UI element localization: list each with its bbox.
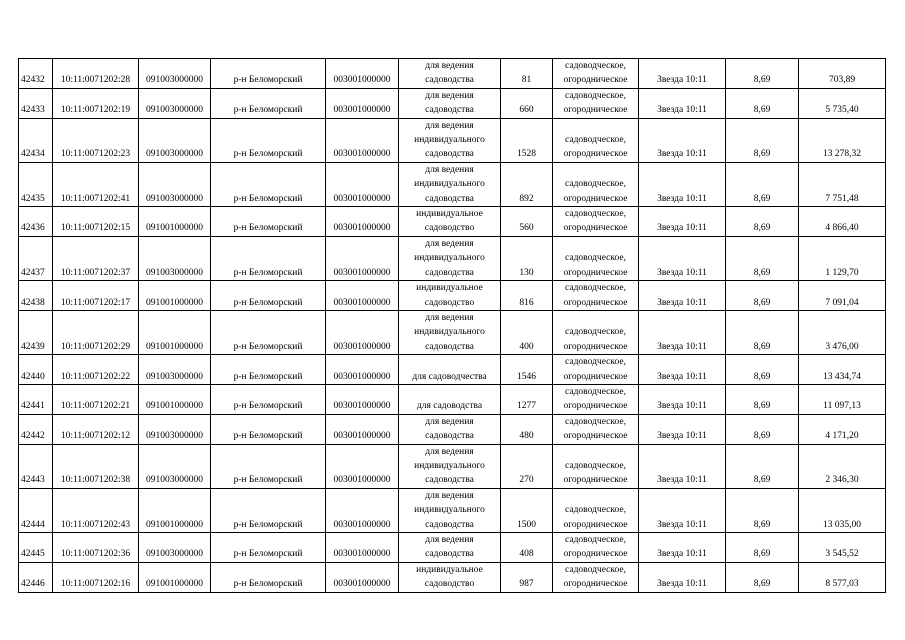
cadastral-value-cell: 703,89 (799, 59, 886, 89)
okato-cell: 003001000000 (326, 562, 399, 592)
permitted-use-line: садоводства (425, 267, 474, 278)
cadastral-number-cell: 10:11:0071202:21 (53, 384, 139, 414)
code-cell: 091001000000 (139, 384, 211, 414)
land-type-cell (553, 384, 639, 414)
permitted-use-line: индивидуального (414, 460, 485, 471)
zone-cell: Звезда 10:11 (639, 310, 726, 354)
area-cell: 130 (501, 236, 553, 280)
land-type-line: огородническое (563, 519, 628, 530)
area-cell: 270 (501, 444, 553, 488)
zone-cell: Звезда 10:11 (639, 59, 726, 89)
land-type-line: садоводческое, (565, 460, 626, 471)
land-type-cell (553, 281, 639, 311)
cadastral-number-cell: 10:11:0071202:38 (53, 444, 139, 488)
area-cell: 1546 (501, 355, 553, 385)
land-type-line: огородническое (563, 431, 628, 442)
cadastral-value-cell: 4 171,20 (799, 414, 886, 444)
row-number-cell: 42443 (19, 444, 53, 488)
okato-cell: 003001000000 (326, 444, 399, 488)
permitted-use-line: для ведения (425, 446, 474, 457)
district-cell: р-н Беломорский (211, 88, 326, 118)
land-type-cell (553, 59, 639, 89)
okato-cell: 003001000000 (326, 310, 399, 354)
cadastral-number-cell: 10:11:0071202:43 (53, 488, 139, 532)
area-cell: 480 (501, 414, 553, 444)
cadastral-number-cell: 10:11:0071202:17 (53, 281, 139, 311)
okato-cell: 003001000000 (326, 207, 399, 237)
okato-cell: 003001000000 (326, 384, 399, 414)
permitted-use-line: индивидуальное (416, 209, 483, 220)
code-cell: 091001000000 (139, 310, 211, 354)
land-type-line: садоводческое, (565, 179, 626, 190)
land-type-cell (553, 236, 639, 280)
code-cell: 091003000000 (139, 59, 211, 89)
okato-cell: 003001000000 (326, 59, 399, 89)
district-cell: р-н Беломорский (211, 118, 326, 162)
district-cell: р-н Беломорский (211, 488, 326, 532)
permitted-use-line: для ведения (425, 90, 474, 101)
permitted-use-line: садоводство (424, 579, 475, 590)
permitted-use-cell (399, 88, 501, 118)
okato-cell: 003001000000 (326, 488, 399, 532)
permitted-use-line: садоводства (425, 341, 474, 352)
table-row (19, 281, 886, 311)
land-type-line: садоводческое, (565, 357, 626, 368)
area-cell: 81 (501, 59, 553, 89)
table-row (19, 488, 886, 532)
code-cell: 091003000000 (139, 414, 211, 444)
permitted-use-cell (399, 384, 501, 414)
district-cell: р-н Беломорский (211, 59, 326, 89)
land-type-line: садоводческое, (565, 209, 626, 220)
permitted-use-line: индивидуальное (416, 283, 483, 294)
row-number-cell: 42434 (19, 118, 53, 162)
land-type-line: садоводческое, (565, 505, 626, 516)
land-type-line: садоводческое, (565, 535, 626, 545)
district-cell: р-н Беломорский (211, 310, 326, 354)
permitted-use-line: садоводства (425, 475, 474, 486)
cadastral-number-cell: 10:11:0071202:41 (53, 162, 139, 206)
area-cell: 400 (501, 310, 553, 354)
district-cell: р-н Беломорский (211, 207, 326, 237)
permitted-use-line: садоводство (424, 223, 475, 234)
cadastral-number-cell: 10:11:0071202:15 (53, 207, 139, 237)
permitted-use-cell (399, 236, 501, 280)
permitted-use-line: индивидуальное (416, 564, 483, 575)
zone-cell: Звезда 10:11 (639, 414, 726, 444)
zone-cell: Звезда 10:11 (639, 384, 726, 414)
cadastral-value-cell: 2 346,30 (799, 444, 886, 488)
okato-cell: 003001000000 (326, 281, 399, 311)
cadastral-number-cell: 10:11:0071202:16 (53, 562, 139, 592)
row-number-cell: 42438 (19, 281, 53, 311)
district-cell: р-н Беломорский (211, 414, 326, 444)
permitted-use-line: для ведения (425, 535, 474, 545)
permitted-use-line: садоводства (425, 549, 474, 560)
okato-cell: 003001000000 (326, 118, 399, 162)
rate-cell: 8,69 (726, 310, 799, 354)
permitted-use-line: садоводства (425, 431, 474, 442)
land-type-line: садоводческое, (565, 283, 626, 294)
land-type-line: огородническое (563, 193, 628, 204)
land-type-line: огородническое (563, 297, 628, 308)
zone-cell: Звезда 10:11 (639, 281, 726, 311)
area-cell: 987 (501, 562, 553, 592)
row-number-cell: 42432 (19, 59, 53, 89)
land-type-line: садоводческое, (565, 416, 626, 427)
okato-cell: 003001000000 (326, 88, 399, 118)
cadastral-value-cell: 13 434,74 (799, 355, 886, 385)
zone-cell: Звезда 10:11 (639, 355, 726, 385)
table-row (19, 207, 886, 237)
table-row (19, 59, 886, 89)
land-type-line: садоводческое, (565, 90, 626, 101)
cadastral-number-cell: 10:11:0071202:23 (53, 118, 139, 162)
land-type-line: огородническое (563, 223, 628, 234)
row-number-cell: 42441 (19, 384, 53, 414)
permitted-use-cell (399, 414, 501, 444)
cadastral-number-cell: 10:11:0071202:19 (53, 88, 139, 118)
zone-cell: Звезда 10:11 (639, 162, 726, 206)
district-cell: р-н Беломорский (211, 162, 326, 206)
land-type-line: огородническое (563, 475, 628, 486)
table-row (19, 533, 886, 563)
permitted-use-line: индивидуального (414, 505, 485, 516)
code-cell: 091001000000 (139, 207, 211, 237)
permitted-use-cell (399, 281, 501, 311)
code-cell: 091003000000 (139, 118, 211, 162)
cadastral-value-cell: 13 278,32 (799, 118, 886, 162)
rate-cell: 8,69 (726, 236, 799, 280)
permitted-use-cell (399, 562, 501, 592)
area-cell: 660 (501, 88, 553, 118)
row-number-cell: 42440 (19, 355, 53, 385)
rate-cell: 8,69 (726, 281, 799, 311)
table-body (19, 59, 886, 593)
row-number-cell: 42446 (19, 562, 53, 592)
permitted-use-line: садоводства (425, 519, 474, 530)
district-cell: р-н Беломорский (211, 236, 326, 280)
land-type-cell (553, 562, 639, 592)
cadastral-value-cell: 4 866,40 (799, 207, 886, 237)
permitted-use-cell (399, 207, 501, 237)
cadastral-value-cell: 11 097,13 (799, 384, 886, 414)
code-cell: 091003000000 (139, 162, 211, 206)
permitted-use-line: для ведения (425, 416, 474, 427)
code-cell: 091003000000 (139, 236, 211, 280)
table-row (19, 310, 886, 354)
land-parcel-table (18, 58, 886, 593)
permitted-use-cell (399, 118, 501, 162)
rate-cell: 8,69 (726, 533, 799, 563)
land-type-cell (553, 207, 639, 237)
table-row (19, 88, 886, 118)
row-number-cell: 42439 (19, 310, 53, 354)
row-number-cell: 42445 (19, 533, 53, 563)
land-type-line: садоводческое, (565, 135, 626, 146)
rate-cell: 8,69 (726, 355, 799, 385)
permitted-use-line: индивидуального (414, 253, 485, 264)
land-type-line: садоводческое, (565, 386, 626, 397)
zone-cell: Звезда 10:11 (639, 444, 726, 488)
code-cell: 091003000000 (139, 355, 211, 385)
district-cell: р-н Беломорский (211, 384, 326, 414)
okato-cell: 003001000000 (326, 355, 399, 385)
rate-cell: 8,69 (726, 488, 799, 532)
land-type-line: огородническое (563, 267, 628, 278)
rate-cell: 8,69 (726, 118, 799, 162)
district-cell: р-н Беломорский (211, 444, 326, 488)
district-cell: р-н Беломорский (211, 281, 326, 311)
permitted-use-cell (399, 162, 501, 206)
area-cell: 408 (501, 533, 553, 563)
table-row (19, 162, 886, 206)
zone-cell: Звезда 10:11 (639, 488, 726, 532)
permitted-use-cell (399, 533, 501, 563)
permitted-use-line: садоводство (424, 297, 475, 308)
zone-cell: Звезда 10:11 (639, 236, 726, 280)
zone-cell: Звезда 10:11 (639, 118, 726, 162)
cadastral-value-cell: 5 735,40 (799, 88, 886, 118)
cadastral-value-cell: 7 091,04 (799, 281, 886, 311)
rate-cell: 8,69 (726, 162, 799, 206)
table-row (19, 444, 886, 488)
area-cell: 1500 (501, 488, 553, 532)
table-row (19, 118, 886, 162)
area-cell: 560 (501, 207, 553, 237)
cadastral-number-cell: 10:11:0071202:37 (53, 236, 139, 280)
table-row (19, 562, 886, 592)
permitted-use-line: садоводства (425, 75, 474, 86)
rate-cell: 8,69 (726, 88, 799, 118)
rate-cell: 8,69 (726, 384, 799, 414)
zone-cell: Звезда 10:11 (639, 533, 726, 563)
permitted-use-cell (399, 444, 501, 488)
cadastral-value-cell: 13 035,00 (799, 488, 886, 532)
permitted-use-cell (399, 310, 501, 354)
land-type-line: огородническое (563, 371, 628, 382)
land-type-cell (553, 533, 639, 563)
table-row (19, 384, 886, 414)
permitted-use-cell (399, 488, 501, 532)
permitted-use-line: для ведения (425, 164, 474, 175)
code-cell: 091003000000 (139, 533, 211, 563)
zone-cell: Звезда 10:11 (639, 207, 726, 237)
cadastral-value-cell: 3 545,52 (799, 533, 886, 563)
code-cell: 091001000000 (139, 281, 211, 311)
cadastral-number-cell: 10:11:0071202:12 (53, 414, 139, 444)
okato-cell: 003001000000 (326, 533, 399, 563)
land-type-line: садоводческое, (565, 253, 626, 264)
cadastral-value-cell: 7 751,48 (799, 162, 886, 206)
land-type-cell (553, 414, 639, 444)
land-type-line: огородническое (563, 75, 628, 86)
cadastral-value-cell: 1 129,70 (799, 236, 886, 280)
table-row (19, 414, 886, 444)
cadastral-value-cell: 3 476,00 (799, 310, 886, 354)
code-cell: 091001000000 (139, 562, 211, 592)
code-cell: 091003000000 (139, 444, 211, 488)
rate-cell: 8,69 (726, 562, 799, 592)
permitted-use-line: для ведения (425, 312, 474, 323)
row-number-cell: 42435 (19, 162, 53, 206)
okato-cell: 003001000000 (326, 414, 399, 444)
land-type-line: огородническое (563, 341, 628, 352)
land-type-line: садоводческое, (565, 564, 626, 575)
land-type-line: садоводческое, (565, 61, 626, 71)
land-type-line: огородническое (563, 105, 628, 116)
rate-cell: 8,69 (726, 444, 799, 488)
district-cell: р-н Беломорский (211, 562, 326, 592)
code-cell: 091001000000 (139, 488, 211, 532)
land-type-cell (553, 444, 639, 488)
cadastral-number-cell: 10:11:0071202:36 (53, 533, 139, 563)
permitted-use-line: индивидуального (414, 135, 485, 146)
okato-cell: 003001000000 (326, 162, 399, 206)
land-type-line: садоводческое, (565, 327, 626, 338)
land-type-cell (553, 162, 639, 206)
district-cell: р-н Беломорский (211, 355, 326, 385)
land-type-cell (553, 310, 639, 354)
permitted-use-line: садоводства (425, 193, 474, 204)
permitted-use-cell (399, 59, 501, 89)
permitted-use-line: садоводства (425, 149, 474, 160)
cadastral-number-cell: 10:11:0071202:28 (53, 59, 139, 89)
area-cell: 1277 (501, 384, 553, 414)
area-cell: 1528 (501, 118, 553, 162)
zone-cell: Звезда 10:11 (639, 88, 726, 118)
row-number-cell: 42444 (19, 488, 53, 532)
table-row (19, 236, 886, 280)
cadastral-number-cell: 10:11:0071202:22 (53, 355, 139, 385)
district-cell: р-н Беломорский (211, 533, 326, 563)
land-type-cell (553, 118, 639, 162)
permitted-use-cell (399, 355, 501, 385)
row-number-cell: 42436 (19, 207, 53, 237)
okato-cell: 003001000000 (326, 236, 399, 280)
cadastral-value-cell: 8 577,03 (799, 562, 886, 592)
land-type-line: огородническое (563, 401, 628, 412)
zone-cell: Звезда 10:11 (639, 562, 726, 592)
rate-cell: 8,69 (726, 207, 799, 237)
area-cell: 892 (501, 162, 553, 206)
permitted-use-line: для ведения (425, 238, 474, 249)
permitted-use-line: для ведения (425, 490, 474, 501)
land-type-line: огородническое (563, 149, 628, 160)
permitted-use-line: индивидуального (414, 179, 485, 190)
permitted-use-line: индивидуального (414, 327, 485, 338)
table-row (19, 355, 886, 385)
permitted-use-line: для садоводчества (412, 371, 487, 382)
cadastral-number-cell: 10:11:0071202:29 (53, 310, 139, 354)
area-cell: 816 (501, 281, 553, 311)
permitted-use-line: садоводства (425, 105, 474, 116)
rate-cell: 8,69 (726, 59, 799, 89)
land-type-line: огородническое (563, 549, 628, 560)
row-number-cell: 42433 (19, 88, 53, 118)
permitted-use-line: для ведения (425, 120, 474, 131)
code-cell: 091003000000 (139, 88, 211, 118)
row-number-cell: 42442 (19, 414, 53, 444)
rate-cell: 8,69 (726, 414, 799, 444)
land-type-line: огородническое (563, 579, 628, 590)
land-type-cell (553, 88, 639, 118)
land-type-cell (553, 488, 639, 532)
land-type-cell (553, 355, 639, 385)
row-number-cell: 42437 (19, 236, 53, 280)
permitted-use-line: для садоводства (416, 401, 483, 412)
permitted-use-line: для ведения (425, 61, 474, 71)
